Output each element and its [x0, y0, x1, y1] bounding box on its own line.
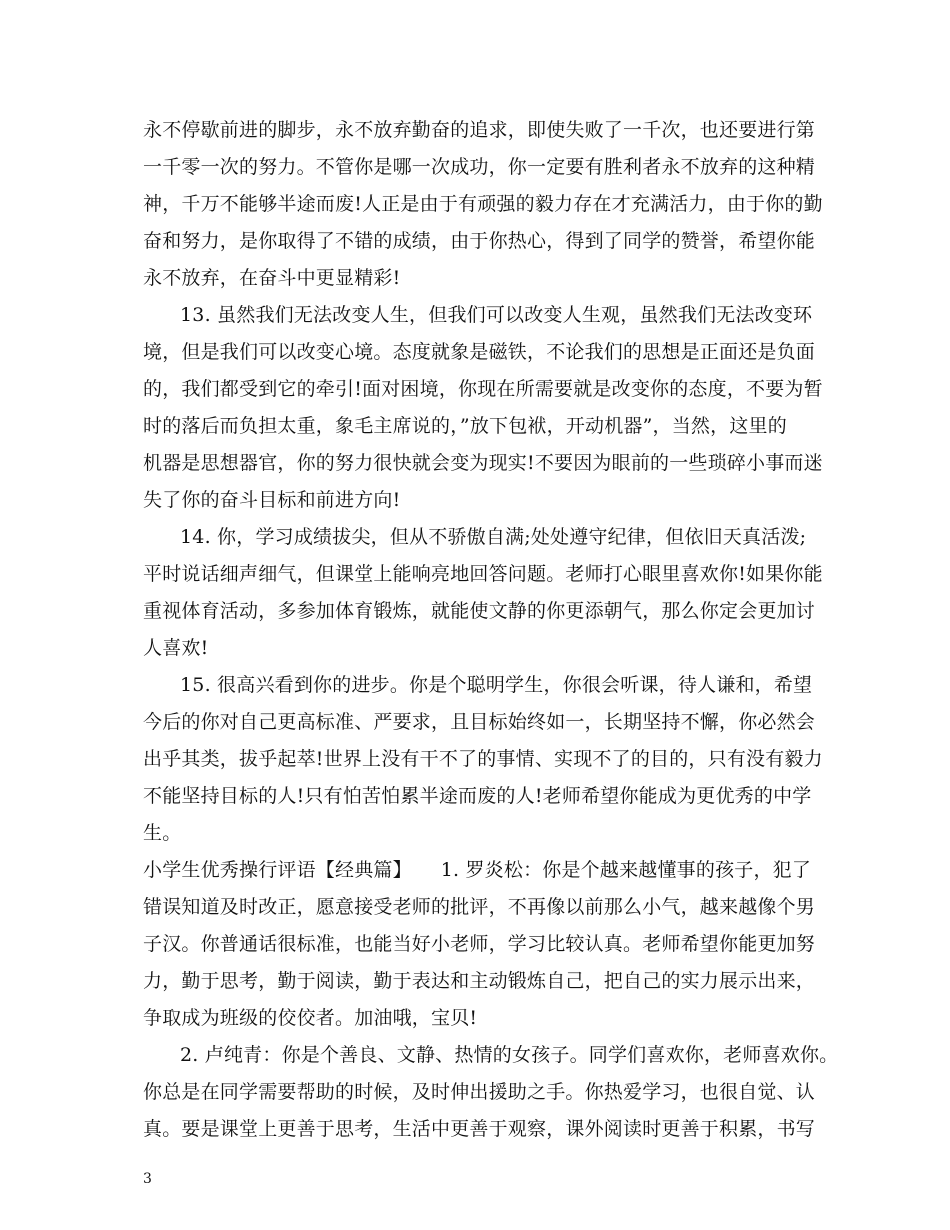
text-line: 境，但是我们可以改变心境。态度就象是磁铁，不论我们的思想是正面还是负面 [143, 341, 816, 363]
text-line: 时的落后而负担太重，象毛主席说的，”放下包袱，开动机器”，当然，这里的 [143, 415, 787, 437]
text-line: 子汉。你普通话很标准，也能当好小老师，学习比较认真。老师希望你能更加努 [143, 933, 816, 955]
text-line: 今后的你对自己更高标准、严要求，且目标始终如一，长期坚持不懈，你必然会 [143, 711, 816, 733]
text-line: 奋和努力，是你取得了不错的成绩，由于你热心，得到了同学的赞誉，希望你能 [143, 230, 816, 252]
text-line: 一千零一次的努力。不管你是哪一次成功，你一定要有胜利者永不放弃的这种精 [143, 156, 816, 178]
text-line: 重视体育活动，多参加体育锻炼，就能使文静的你更添朝气，那么你定会更加讨 [143, 600, 816, 622]
text-line: 的，我们都受到它的牵引!面对困境，你现在所需要就是改变你的态度，不要为暂 [143, 378, 823, 400]
text-line: 生。 [143, 822, 182, 844]
paragraph-2-start: 2. 卢纯青：你是个善良、文静、热情的女孩子。同学们喜欢你，老师喜欢你。 [180, 1044, 839, 1066]
text-line: 神，千万不能够半途而废!人正是由于有顽强的毅力存在才充满活力，由于你的勤 [143, 193, 823, 215]
text-line: 不能坚持目标的人!只有怕苦怕累半途而废的人!老师希望你能成为更优秀的中学 [143, 785, 812, 807]
text-line: 力，勤于思考，勤于阅读，勤于表达和主动锻炼自己，把自己的实力展示出来， [143, 970, 816, 992]
text-line: 争取成为班级的佼佼者。加油哦，宝贝! [143, 1007, 478, 1029]
section-heading-line: 小学生优秀操行评语【经典篇】 1. 罗炎松：你是个越来越懂事的孩子，犯了 [143, 859, 812, 881]
text-line: 人喜欢! [143, 637, 209, 659]
text-line: 错误知道及时改正，愿意接受老师的批评，不再像以前那么小气，越来越像个男 [143, 896, 816, 918]
text-line: 机器是思想器官，你的努力很快就会变为现实!不要因为眼前的一些琐碎小事而迷 [143, 452, 823, 474]
paragraph-15-start: 15. 很高兴看到你的进步。你是个聪明学生，你很会听课，待人谦和，希望 [180, 674, 813, 696]
text-line: 失了你的奋斗目标和前进方向! [143, 489, 401, 511]
page-number: 3 [143, 1171, 152, 1187]
text-line: 平时说话细声细气，但课堂上能响亮地回答问题。老师打心眼里喜欢你!如果你能 [143, 563, 823, 585]
text-line: 永不放弃，在奋斗中更显精彩! [143, 267, 401, 289]
text-line: 出乎其类，拔乎起萃!世界上没有干不了的事情、实现不了的目的，只有没有毅力 [143, 748, 823, 770]
text-line: 你总是在同学需要帮助的时候，及时伸出援助之手。你热爱学习，也很自觉、认 [143, 1081, 816, 1103]
paragraph-13-start: 13. 虽然我们无法改变人生，但我们可以改变人生观，虽然我们无法改变环 [180, 304, 813, 326]
text-line: 永不停歇前进的脚步，永不放弃勤奋的追求，即使失败了一千次，也还要进行第 [143, 119, 816, 141]
paragraph-14-start: 14. 你，学习成绩拔尖，但从不骄傲自满;处处遵守纪律，但依旧天真活泼; [180, 526, 807, 548]
text-line: 真。要是课堂上更善于思考，生活中更善于观察，课外阅读时更善于积累，书写 [143, 1118, 816, 1140]
